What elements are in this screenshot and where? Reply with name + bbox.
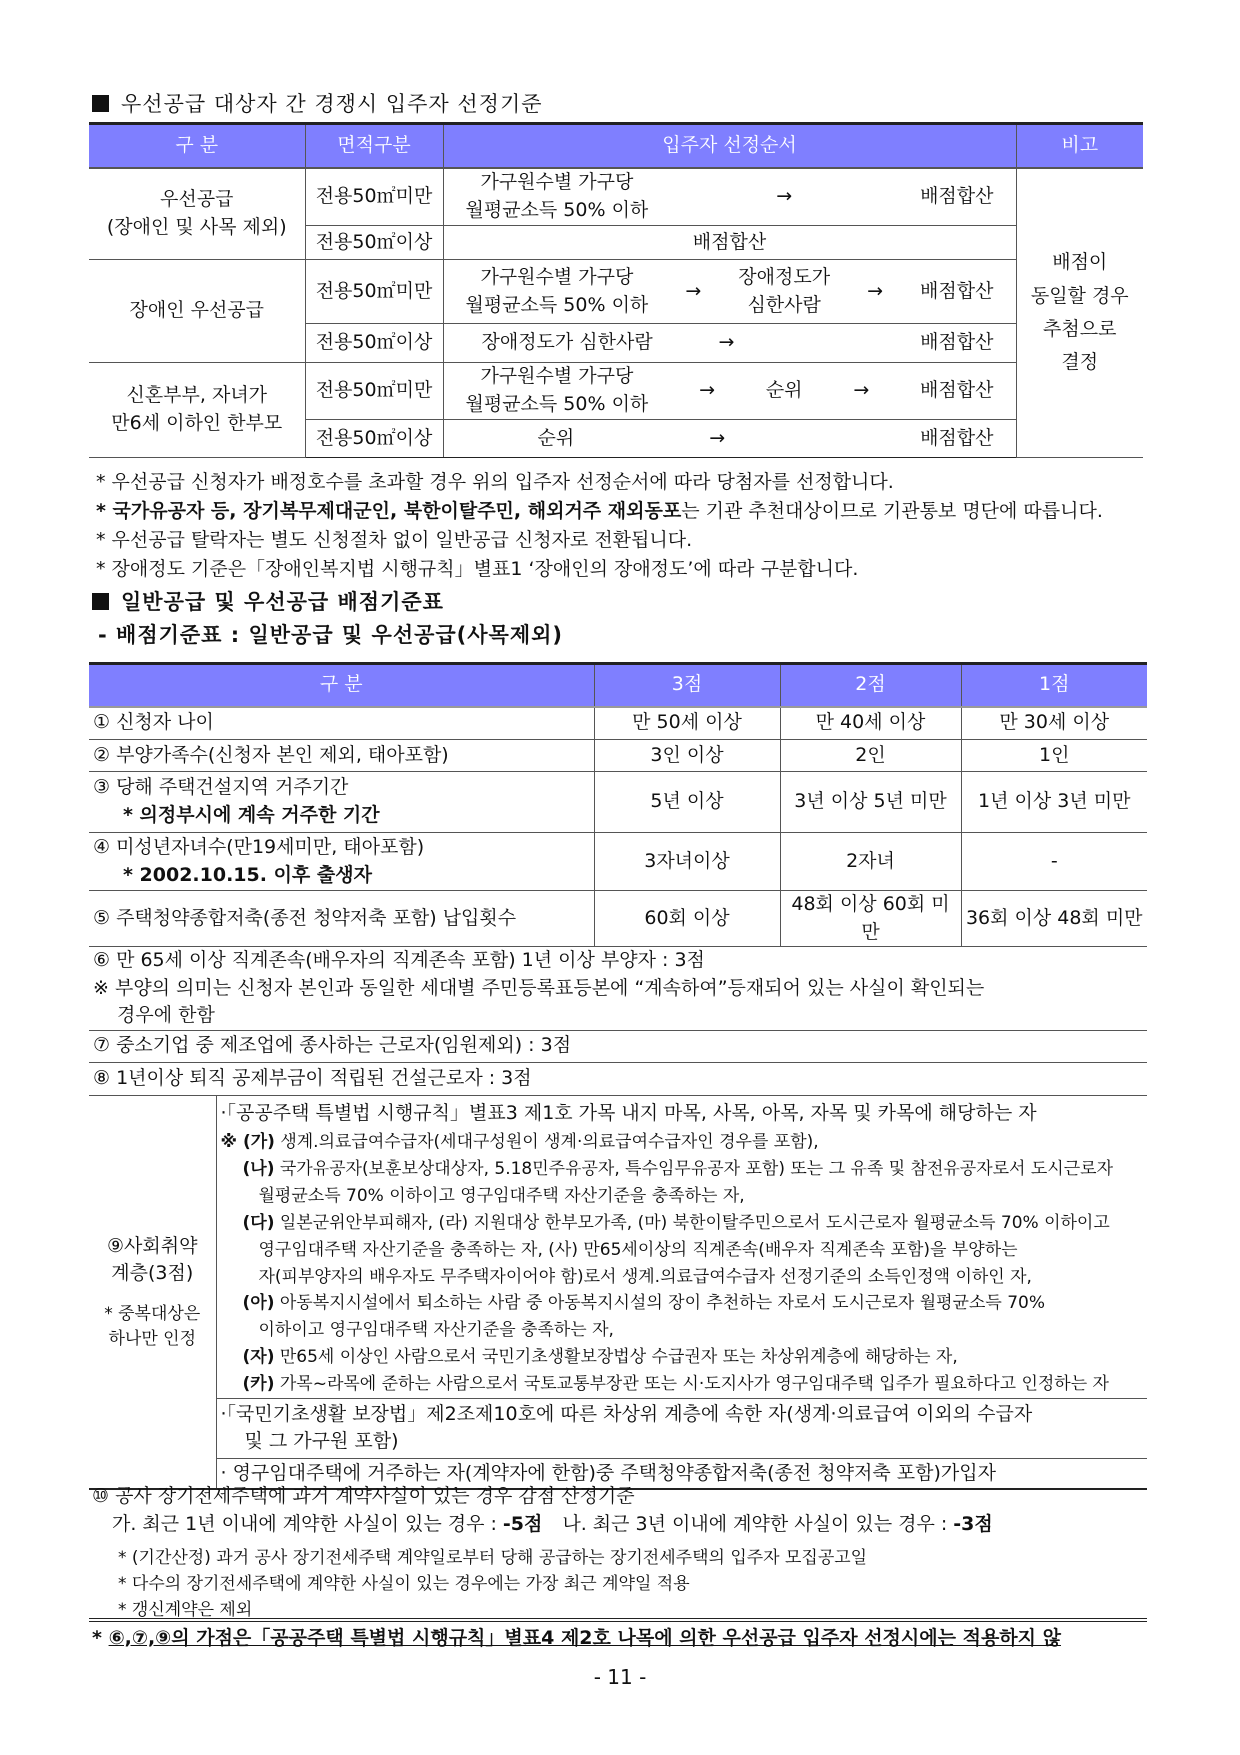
order-cell: 가구원수별 가구당 월평균소득 50% 이하 → 장애정도가 심한사람 → 배점합산 xyxy=(443,260,1016,324)
page-number: - 11 - xyxy=(593,1665,647,1689)
note: * 장애정도 기준은「장애인복지법 시행규칙」별표1 ‘장애인의 장애정도’에 따라 구분합니다. xyxy=(96,558,859,580)
header-category: 구 분 xyxy=(89,664,594,707)
header-remark: 비고 xyxy=(1016,124,1143,168)
criteria-line: 자(피부양자의 배우자도 무주택자이어야 함)로서 생계.의료급여수급자 선정기준의 소득인정액 이하인 자, xyxy=(258,1266,1032,1287)
priority-selection-table xyxy=(89,122,1143,458)
criteria-line: (다) 일본군위안부피해자, (라) 지원대상 한부모가족, (마) 북한이탈주민으로서 도시근로자 월평균소득 70% 이하이고 xyxy=(242,1212,1110,1233)
square-bullet-icon xyxy=(92,593,109,610)
table-row: ① 신청자 나이 만 50세 이상 만 40세 이상 만 30세 이상 xyxy=(89,707,1147,740)
section2-title: 일반공급 및 우선공급 배점기준표 xyxy=(92,586,444,616)
table-row: ⑨사회취약 계층(3점) * 중복대상은 하나만 인정 ·「공공주택 특별법 시행규칙」별표3 제1호 가목 내지 마목, 사목, 아목, 자목 및 카목에 해당하는 자 ※ (가) 생계.의료급여수급자(세대구성원이 생계·의료급여수급자인 경우를 포함), (나) 국가유공자(보훈보상대상자, 5.18민주유공자, 특수임무유공자 포함) 또는 그 유족 및 참전유공자로서 도시근로자 월평균소득 70% 이하이고 영구임대주택 자산기준을 충족하는 자, (다) 일본군위안부피해자, (라) 지원대상 한부모가족, (마) 북한이탈주민으로서 도시근로자 월평균소득 70% 이하이고 영구임대주택 자산기준을 충족하는 자, (사) 만65세이상의 직계존속(배우자 직계존속 포함)을 부양하는 자(피부양자의 배우자도 무주택자이어야 함)로서 생계.의료급여수급자 선정기준의 소득인정액 이하인 자, (아) 아동복지시설에서 퇴소하는 사람 중 아동복지시설의 장이 추천하는 자로서 도시근로자 월평균소득 70% 이하이고 영구임대주택 자산기준을 충족하는 자, (자) 만65세 이상인 사람으로서 국민기초생활보장법상 수급권자 또는 차상위계층에 해당하는 자, (카) 가목~라목에 준하는 사람으로서 국토교통부장관 또는 시·도지사가 영구임대주택 입주가 필요하다고 인정하는 자 xyxy=(89,1095,1147,1398)
note: * 갱신계약은 제외 xyxy=(118,1600,253,1620)
area-cell: 전용50㎡미만 xyxy=(305,363,443,420)
row10-criteria: 가. 최근 1년 이내에 계약한 사실이 있는 경우 : -5점 나. 최근 3년 이내에 계약한 사실이 있는 경우 : -3점 xyxy=(112,1513,993,1535)
square-bullet-icon xyxy=(92,95,109,112)
criteria-line: (아) 아동복지시설에서 퇴소하는 사람 중 아동복지시설의 장이 추천하는 자로서 도시근로자 월평균소득 70% xyxy=(242,1293,1045,1314)
table-row: ④ 미성년자녀수(만19세미만, 태아포함) * 2002.10.15. 이후 출생자 3자녀이상 2자녀 - xyxy=(89,833,1147,891)
criteria-line: 이하이고 영구임대주택 자산기준을 충족하는 자, xyxy=(258,1320,614,1341)
order-cell: 배점합산 xyxy=(443,226,1016,260)
criteria-line: 영구임대주택 자산기준을 충족하는 자, (사) 만65세이상의 직계존속(배우자 직계존속 포함)을 부양하는 xyxy=(258,1239,1018,1260)
table-row: · 영구임대주택에 거주하는 자(계약자에 한함)중 주택청약종합저축(종전 청약저축 포함)가입자 xyxy=(89,1458,1147,1489)
area-cell: 전용50㎡이상 xyxy=(305,420,443,458)
criteria-line: (자) 만65세 이상인 사람으로서 국민기초생활보장법상 수급권자 또는 차상위계층에 해당하는 자, xyxy=(242,1347,958,1368)
note: * 국가유공자 등, 장기복무제대군인, 북한이탈주민, 해외거주 재외동포는 기관 추천대상이므로 기관통보 명단에 따릅니다. xyxy=(96,500,1103,522)
header-order: 입주자 선정순서 xyxy=(443,124,1016,168)
divider xyxy=(89,1618,1147,1622)
section1-title: 우선공급 대상자 간 경쟁시 입주자 선정기준 xyxy=(92,88,543,118)
note: * (기간산정) 과거 공사 장기전세주택 계약일로부터 당해 공급하는 장기전세주택의 입주자 모집공고일 xyxy=(118,1548,868,1568)
order-cell: 순위 → 배점합산 xyxy=(443,420,1016,458)
header-area: 면적구분 xyxy=(305,124,443,168)
header-category: 구 분 xyxy=(89,124,305,168)
row9-label: ⑨사회취약 계층(3점) * 중복대상은 하나만 인정 xyxy=(89,1095,216,1489)
table-row: ⑦ 중소기업 중 제조업에 종사하는 근로자(임원제외) : 3점 xyxy=(89,1030,1147,1062)
score-table xyxy=(89,662,1147,1490)
order-cell: 가구원수별 가구당 월평균소득 50% 이하 → 배점합산 xyxy=(443,168,1016,226)
group-label: 신혼부부, 자녀가 만6세 이하인 한부모 xyxy=(89,363,305,458)
table-row: ⑥ 만 65세 이상 직계존속(배우자의 직계존속 포함) 1년 이상 부양자 : 3점 ※ 부양의 의미는 신청자 본인과 동일한 세대별 주민등록표등본에 “계속하여”등재되어 있는 사실이 확인되는 경우에 한함 xyxy=(89,947,1147,1031)
row10-title: ⑩ 공사 장기전세주택에 과거 계약사실이 있는 경우 감점 산정기준 xyxy=(92,1485,635,1507)
note: * 다수의 장기전세주택에 계약한 사실이 있는 경우에는 가장 최근 계약일 적용 xyxy=(118,1574,690,1594)
area-cell: 전용50㎡미만 xyxy=(305,168,443,226)
table-row: ·「국민기초생활 보장법」제2조제10호에 따른 차상위 계층에 속한 자(생계·의료급여 이외의 수급자 및 그 가구원 포함) xyxy=(89,1398,1147,1458)
footer-note: * ⑥,⑦,⑨의 가점은「공공주택 특별법 시행규칙」별표4 제2호 나목에 의한 우선공급 입주자 선정시에는 적용하지 않 xyxy=(92,1627,1061,1649)
group-label: 장애인 우선공급 xyxy=(89,260,305,363)
header-3pt: 3점 xyxy=(594,664,780,707)
group-label: 우선공급 (장애인 및 사목 제외) xyxy=(89,168,305,260)
area-cell: 전용50㎡미만 xyxy=(305,260,443,324)
criteria-line: 월평균소득 70% 이하이고 영구임대주택 자산기준을 충족하는 자, xyxy=(258,1186,745,1206)
note: * 우선공급 신청자가 배정호수를 초과할 경우 위의 입주자 선정순서에 따라 당첨자를 선정합니다. xyxy=(96,471,894,493)
table-row: ② 부양가족수(신청자 본인 제외, 태아포함) 3인 이상 2인 1인 xyxy=(89,740,1147,772)
table-row: ③ 당해 주택건설지역 거주기간 * 의정부시에 계속 거주한 기간 5년 이상 3년 이상 5년 미만 1년 이상 3년 미만 xyxy=(89,772,1147,833)
section2-subtitle: - 배점기준표 : 일반공급 및 우선공급(사목제외) xyxy=(98,623,564,647)
table-row: ⑤ 주택청약종합저축(종전 청약저축 포함) 납입횟수 60회 이상 48회 이상 60회 미만 36회 이상 48회 미만 xyxy=(89,891,1147,947)
area-cell: 전용50㎡이상 xyxy=(305,324,443,363)
area-cell: 전용50㎡이상 xyxy=(305,226,443,260)
criteria-line: ※ (가) 생계.의료급여수급자(세대구성원이 생계·의료급여수급자인 경우를 포함), xyxy=(220,1132,819,1153)
header-1pt: 1점 xyxy=(961,664,1147,707)
criteria-line: (나) 국가유공자(보훈보상대상자, 5.18민주유공자, 특수임무유공자 포함) 또는 그 유족 및 참전유공자로서 도시근로자 xyxy=(242,1159,1113,1180)
table-row: ⑧ 1년이상 퇴직 공제부금이 적립된 건설근로자 : 3점 xyxy=(89,1062,1147,1095)
remark-cell: 배점이 동일할 경우 추첨으로 결정 xyxy=(1016,168,1143,458)
note: * 우선공급 탈락자는 별도 신청절차 없이 일반공급 신청자로 전환됩니다. xyxy=(96,529,693,551)
order-cell: 가구원수별 가구당 월평균소득 50% 이하 → 순위 → 배점합산 xyxy=(443,363,1016,420)
header-2pt: 2점 xyxy=(780,664,961,707)
order-cell: 장애정도가 심한사람 → 배점합산 xyxy=(443,324,1016,363)
criteria-line: (카) 가목~라목에 준하는 사람으로서 국토교통부장관 또는 시·도지사가 영구임대주택 입주가 필요하다고 인정하는 자 xyxy=(242,1374,1109,1395)
